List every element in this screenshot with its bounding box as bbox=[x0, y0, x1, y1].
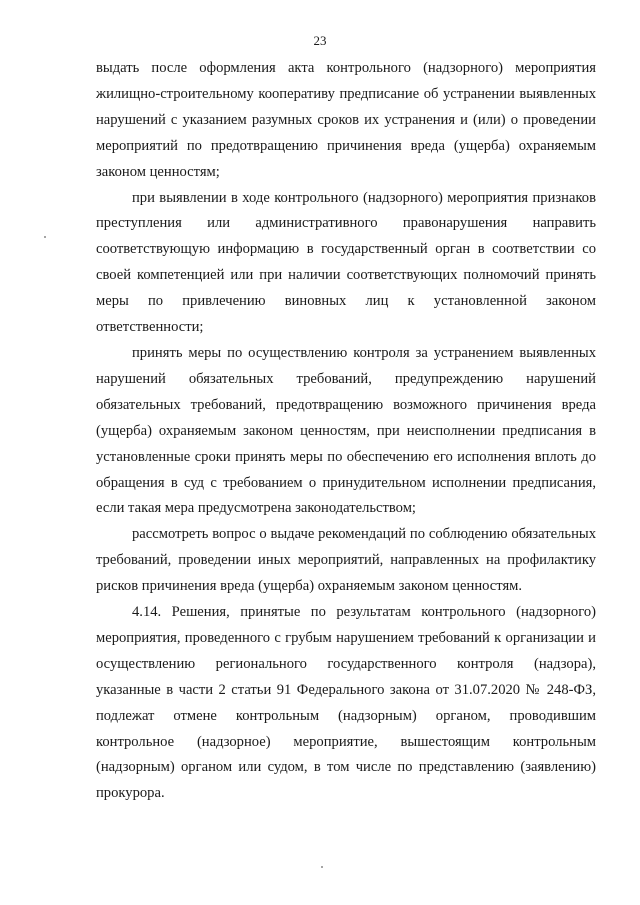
paragraph-recommendations: рассмотреть вопрос о выдаче рекомендаций по соблюдению обязательных требований, проведении иных мероприятий, направленных на профилактику рисков причинения вреда (ущерба) охраняемым законом ценностям. bbox=[96, 526, 596, 595]
page-number: 23 bbox=[313, 33, 327, 48]
paragraph-clause-4-14: 4.14. Решения, принятые по результатам контрольного (надзорного) мероприятия, проведенного с грубым нарушением требований к организации и осуществлению регионального государственного контроля (надзора), указанные в части 2 статьи 91 Федерального закона от 31.07.2020 № 248-ФЗ, подлежат отмене контрольным (надзорным) органом, проводившим контрольное (надзорное) мероприятие, вышестоящим контрольным (надзорным) органом или судом, в том числе по представлению (заявлению) прокурора. bbox=[96, 604, 596, 802]
scan-speck bbox=[44, 236, 46, 238]
paragraph-issue-order: выдать после оформления акта контрольного (надзорного) мероприятия жилищно-строительному кооперативу предписание об устранении выявленных нарушений с указанием разумных сроков их устранения и (или) о проведении мероприятий по предотвращению причинения вреда (ущерба) охраняемым законом ценностям; bbox=[96, 60, 596, 180]
document-body bbox=[96, 56, 596, 807]
scan-speck bbox=[321, 866, 323, 868]
paragraph-crime-signs: при выявлении в ходе контрольного (надзорного) мероприятия признаков преступления или административного правонарушения направить соответствующую информацию в государственный орган в соответствии со своей компетенцией или при наличии соответствующих полномочий принять меры по привлечению виновных лиц к установленной законом ответственности; bbox=[96, 189, 596, 336]
paragraph-control-measures: принять меры по осуществлению контроля за устранением выявленных нарушений обязательных требований, предупреждению нарушений обязательных требований, предотвращению возможного причинения вреда (ущерба) охраняемым законом ценностям, при неисполнении предписания в установленные сроки принять меры по обеспечению его исполнения вплоть до обращения в суд с требованием о принудительном исполнении предписания, если такая мера предусмотрена законодательством; bbox=[96, 344, 596, 517]
